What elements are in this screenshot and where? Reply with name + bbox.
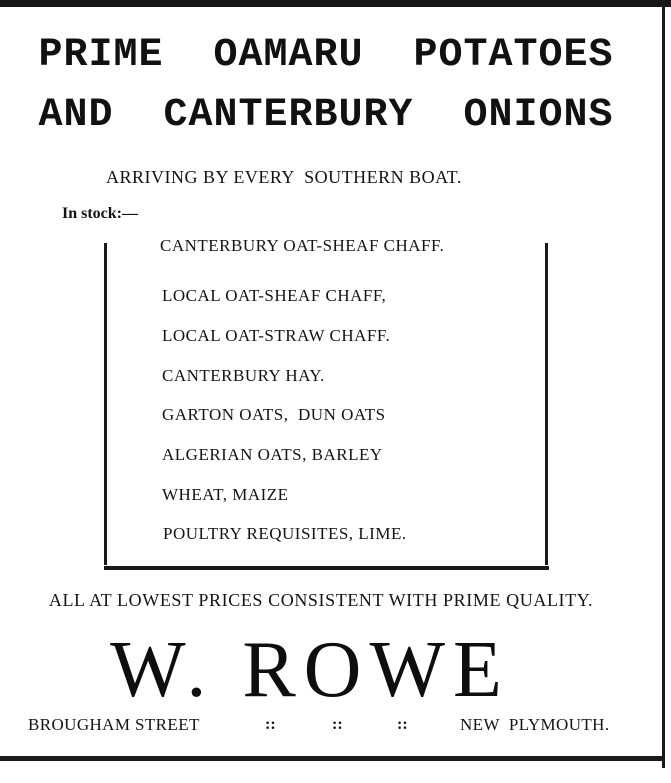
arriving-notice: ARRIVING BY EVERY SOUTHERN BOAT. bbox=[106, 167, 462, 187]
stock-item: CANTERBURY OAT-SHEAF CHAFF. bbox=[160, 236, 445, 255]
in-stock-label: In stock:— bbox=[62, 205, 139, 222]
address-separator: :: bbox=[265, 716, 276, 733]
stock-item: LOCAL OAT-STRAW CHAFF. bbox=[162, 326, 391, 345]
right-border-rule bbox=[662, 0, 665, 768]
address-separator: :: bbox=[332, 716, 343, 733]
stock-box-right-rule bbox=[545, 243, 548, 565]
stock-item: GARTON OATS, DUN OATS bbox=[162, 405, 386, 424]
stock-item: POULTRY REQUISITES, LIME. bbox=[163, 524, 407, 543]
address-separator: :: bbox=[397, 716, 408, 733]
stock-item: ALGERIAN OATS, BARLEY bbox=[162, 445, 383, 464]
merchant-name: W. ROWE bbox=[110, 626, 510, 714]
tagline: ALL AT LOWEST PRICES CONSISTENT WITH PRIME QUALITY. bbox=[48, 590, 594, 610]
headline-line-1: PRIME OAMARU POTATOES bbox=[38, 33, 614, 78]
bottom-border-rule bbox=[0, 756, 662, 761]
stock-item: LOCAL OAT-SHEAF CHAFF, bbox=[162, 286, 387, 305]
stock-box-left-rule bbox=[104, 243, 107, 565]
top-border-rule bbox=[0, 0, 671, 7]
address-town: NEW PLYMOUTH. bbox=[460, 715, 610, 734]
address-street: BROUGHAM STREET bbox=[28, 715, 200, 734]
stock-item: WHEAT, MAIZE bbox=[162, 485, 289, 504]
headline-line-2: AND CANTERBURY ONIONS bbox=[38, 93, 614, 138]
stock-box-bottom-rule bbox=[104, 566, 549, 570]
stock-item: CANTERBURY HAY. bbox=[162, 366, 325, 385]
